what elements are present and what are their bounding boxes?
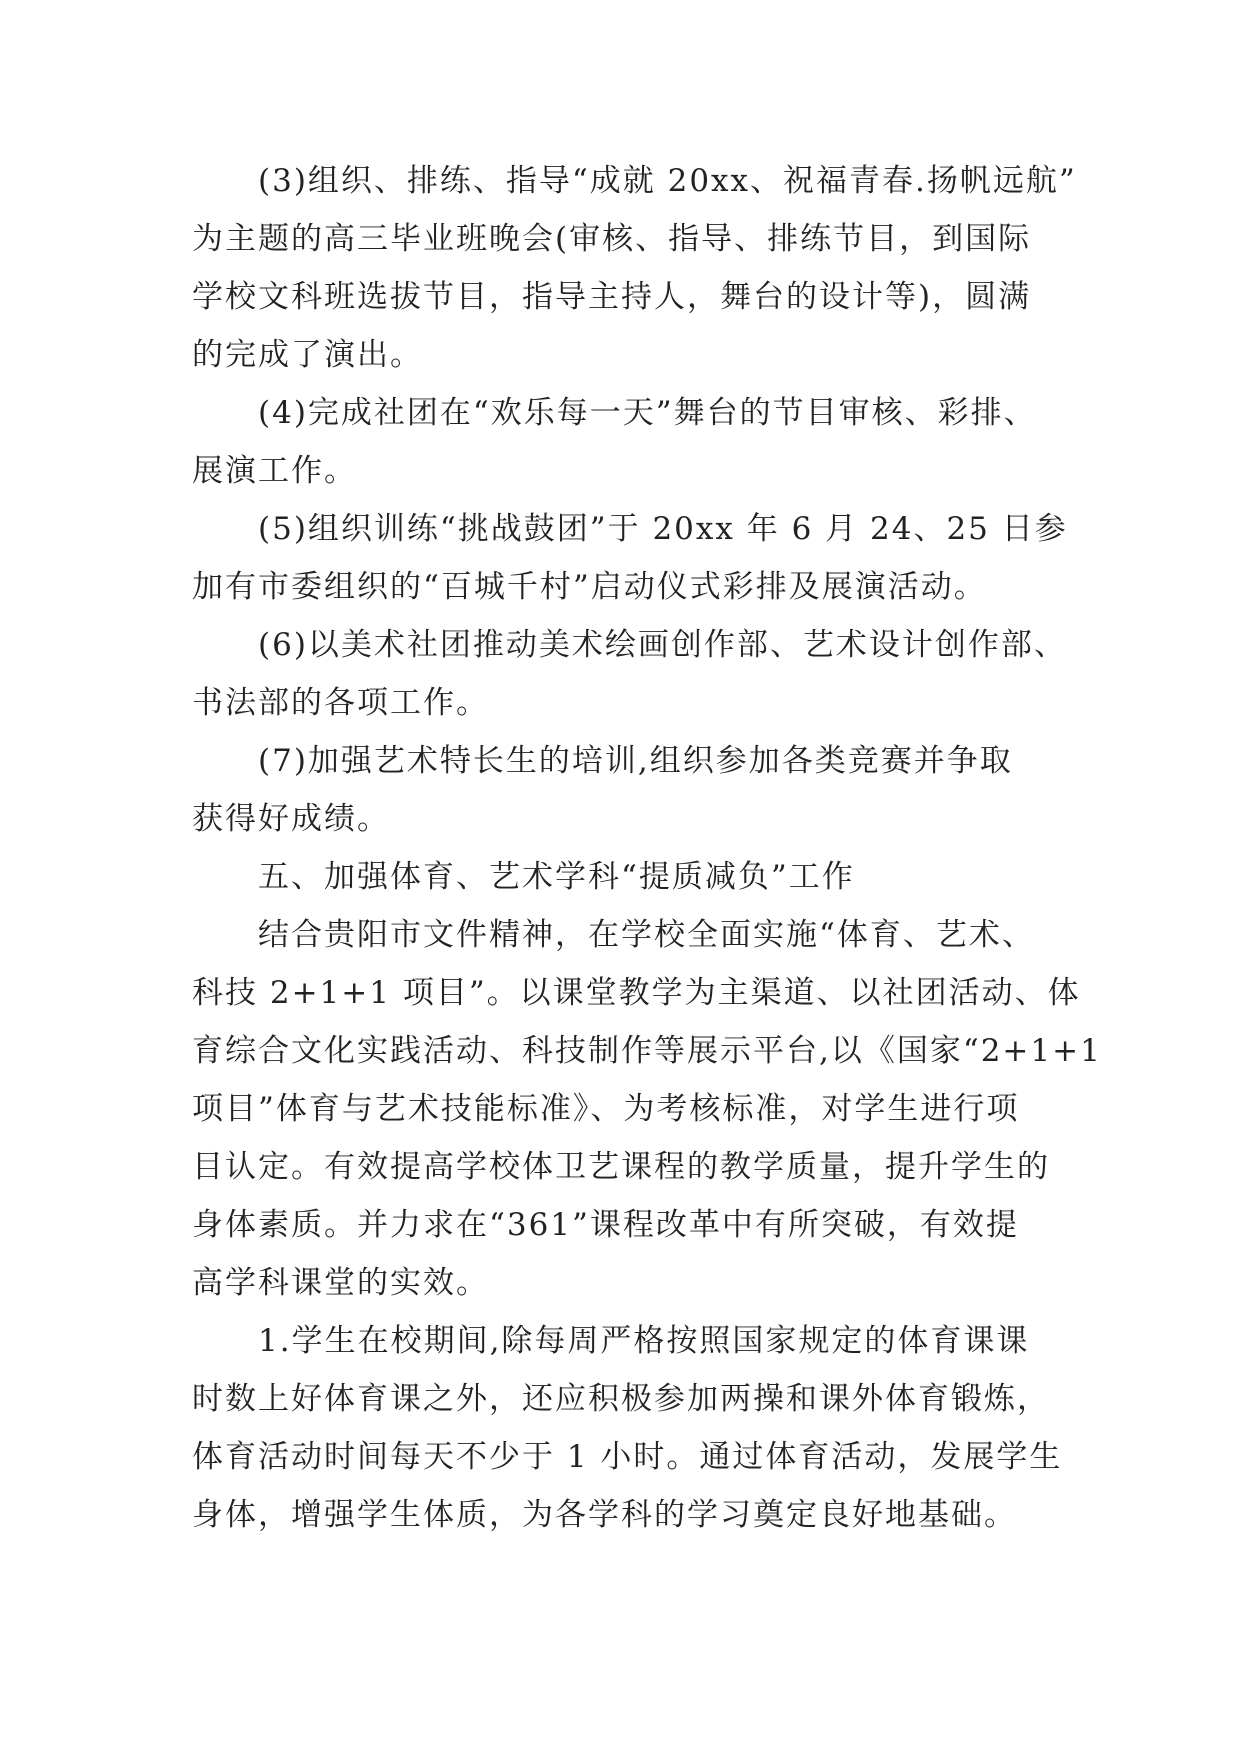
- section-heading: [192, 848, 1062, 906]
- text-line: 目认定。有效提高学校体卫艺课程的教学质量，提升学生的: [192, 1149, 1050, 1185]
- paragraph-item-6: [192, 616, 1067, 732]
- paragraph-item-7: [192, 732, 1062, 848]
- text-line: 育综合文化实践活动、科技制作等展示平台,以《国家“2+1+1: [192, 1033, 1102, 1069]
- text-line: 时数上好体育课之外，还应积极参加两操和课外体育锻炼，: [192, 1381, 1050, 1417]
- text-line: (5)组织训练“挑战鼓团”于 20xx 年 6 月 24、25 日参: [258, 511, 1068, 547]
- text-line: 科技 2+1+1 项目”。以课堂教学为主渠道、以社团活动、体: [192, 975, 1081, 1011]
- text-line: 项目”体育与艺术技能标准》、为考核标准，对学生进行项: [192, 1091, 1020, 1127]
- text-line: 为主题的高三毕业班晚会(审核、指导、排练节目，到国际: [192, 221, 1032, 257]
- text-line: 加有市委组织的“百城千村”启动仪式彩排及展演活动。: [192, 569, 987, 605]
- text-line: (4)完成社团在“欢乐每一天”舞台的节目审核、彩排、: [258, 395, 1037, 431]
- text-line: 的完成了演出。: [192, 337, 423, 373]
- heading-line: 五、加强体育、艺术学科“提质减负”工作: [258, 859, 855, 895]
- paragraph-point-1: [192, 1312, 1062, 1544]
- text-line: 结合贵阳市文件精神，在学校全面实施“体育、艺术、: [258, 917, 1035, 953]
- paragraph-item-3: [192, 152, 1077, 384]
- text-line: 书法部的各项工作。: [192, 685, 489, 721]
- text-line: (7)加强艺术特长生的培训,组织参加各类竞赛并争取: [258, 743, 1013, 779]
- text-line: 体育活动时间每天不少于 1 小时。通过体育活动，发展学生: [192, 1439, 1063, 1475]
- document-body: [192, 152, 1102, 1544]
- text-line: (6)以美术社团推动美术绘画创作部、艺术设计创作部、: [258, 627, 1067, 663]
- text-line: 身体，增强学生体质，为各学科的学习奠定良好地基础。: [192, 1497, 1017, 1533]
- text-line: 获得好成绩。: [192, 801, 390, 837]
- text-line: 展演工作。: [192, 453, 357, 489]
- text-line: 1.学生在校期间,除每周严格按照国家规定的体育课课: [258, 1323, 1030, 1359]
- text-line: 高学科课堂的实效。: [192, 1265, 489, 1301]
- text-line: (3)组织、排练、指导“成就 20xx、祝福青春.扬帆远航”: [258, 163, 1077, 199]
- paragraph-item-5: [192, 500, 1068, 616]
- paragraph-section-body: [192, 906, 1102, 1312]
- paragraph-item-4: [192, 384, 1062, 500]
- text-line: 学校文科班选拔节目，指导主持人，舞台的设计等)，圆满: [192, 279, 1032, 315]
- text-line: 身体素质。并力求在“361”课程改革中有所突破，有效提: [192, 1207, 1019, 1243]
